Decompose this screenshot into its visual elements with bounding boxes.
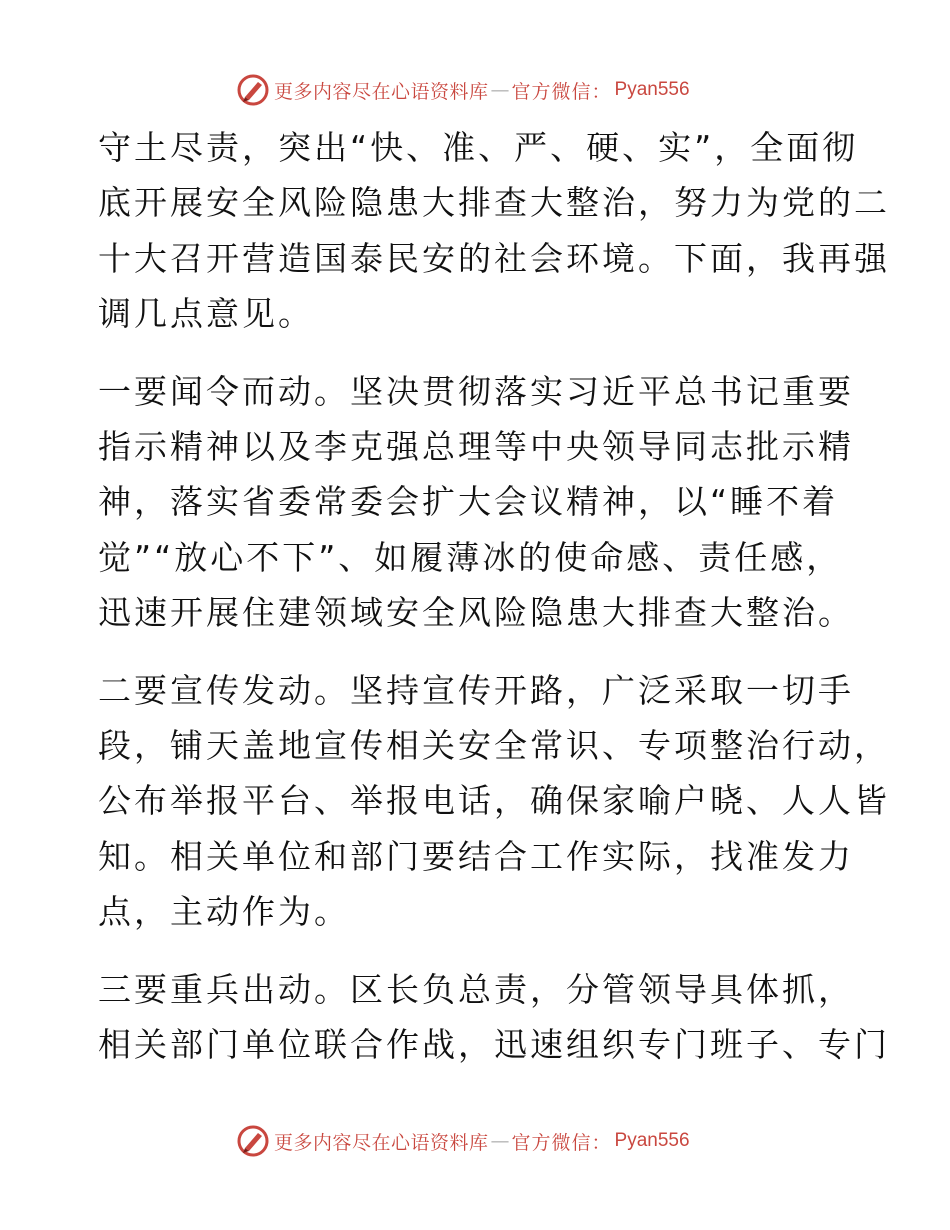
text-line: 守土尽责，突出“快、准、严、硬、实”，全面彻 — [98, 128, 859, 167]
banner-wechat-id: Pyan556 — [614, 79, 690, 100]
pen-logo-icon — [236, 73, 270, 107]
banner-separator: — — [490, 79, 510, 101]
banner-main-text: 更多内容尽在心语资料库 — [274, 80, 489, 103]
text-line: 觉”“放心不下”、如履薄冰的使命感、责任感， — [98, 537, 843, 577]
banner-main-text: 更多内容尽在心语资料库 — [274, 1131, 489, 1154]
banner-separator: — — [490, 1130, 510, 1152]
text-line: 知。相关单位和部门要结合工作实际，找准发力 — [98, 836, 854, 876]
text-line: 调几点意见。 — [98, 294, 314, 334]
banner-wechat-label: 官方微信 — [511, 80, 592, 103]
text-line: 指示精神以及李克强总理等中央领导同志批示精 — [98, 427, 854, 467]
text-line: 底开展安全风险隐患大排查大整治，努力为党的二 — [98, 183, 890, 223]
paragraph-intro — [98, 120, 890, 342]
document-body — [98, 120, 890, 1073]
footer-watermark-banner — [236, 1123, 716, 1159]
banner-colon: ： — [591, 1131, 611, 1154]
text-line: 段，铺天盖地宣传相关安全常识、专项整治行动， — [98, 726, 890, 766]
text-line: 神，落实省委常委会扩大会议精神，以“睡不着 — [98, 482, 839, 522]
banner-wechat-id: Pyan556 — [614, 1130, 690, 1151]
text-line: 一要闻令而动。坚决贯彻落实习近平总书记重要 — [98, 371, 854, 411]
text-line: 二要宣传发动。坚持宣传开路，广泛采取一切手 — [98, 670, 854, 710]
banner-wechat-label: 官方微信 — [511, 1131, 592, 1154]
banner-colon: ： — [591, 80, 611, 103]
text-line: 公布举报平台、举报电话，确保家喻户晓、人人皆 — [98, 781, 890, 821]
text-line: 十大召开营造国泰民安的社会环境。下面，我再强 — [98, 238, 890, 278]
text-line: 相关部门单位联合作战，迅速组织专门班子、专门 — [98, 1025, 890, 1065]
text-line: 点，主动作为。 — [98, 892, 350, 932]
text-line: 迅速开展住建领域安全风险隐患大排查大整治。 — [98, 593, 854, 633]
pen-logo-icon — [236, 1124, 270, 1158]
paragraph-point-two — [98, 663, 890, 940]
paragraph-point-three — [98, 962, 890, 1073]
header-watermark-banner — [236, 72, 716, 108]
text-line: 三要重兵出动。区长负总责，分管领导具体抓， — [98, 969, 854, 1009]
paragraph-point-one — [98, 364, 858, 641]
